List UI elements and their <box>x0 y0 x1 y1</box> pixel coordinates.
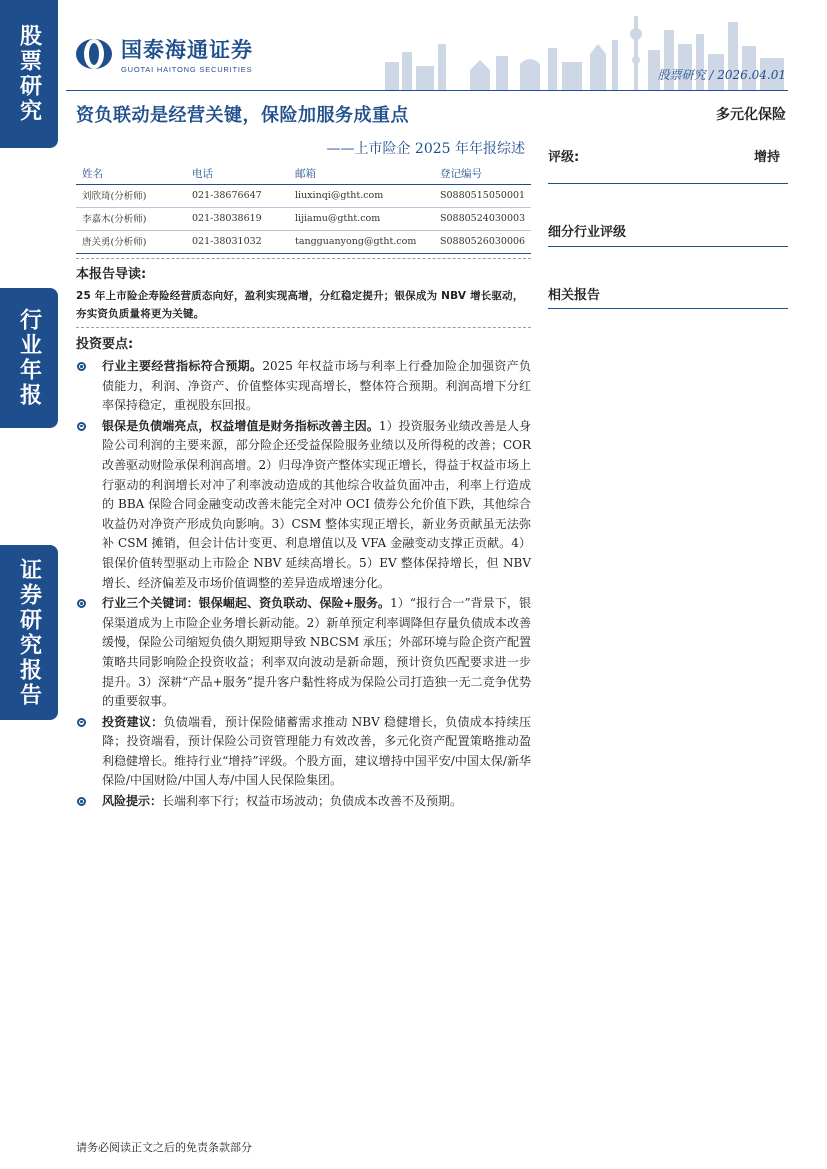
related-reports-block <box>548 284 788 314</box>
logo-mark-icon <box>75 38 113 70</box>
point-body: 1）“报行合一”背景下，银保渠道成为上市险企业务增长新动能。2）新单预定利率调降但存量负债成本改善缓慢，保险公司缩短负债久期短期导致 NBCSM 承压；外部环境与险企资产配置策略共同影响险企投资收益；利率双向波动是新命题，预计资负匹配要求进一步提升。3）深耕“产品+服务”提升客户黏性将成为保险公司打造独一无二竞争优势的重要叙事。 <box>102 596 531 709</box>
sub-rating-label: 细分行业评级 <box>548 225 627 240</box>
logo-text-cn: 国泰海通证券 <box>121 38 253 62</box>
point-lead: 行业主要经营指标符合预期。 <box>102 359 263 373</box>
sub-rating-block <box>548 221 788 251</box>
point-body: 2025 年权益市场与利率上行叠加险企加强资产负债能力，利润、净资产、价值整体实现高增长，整体符合预期。利润高增下分红率保持稳定，重视股东回报。 <box>102 359 531 413</box>
analyst-phone: 021-38038619 <box>186 208 289 231</box>
analyst-email[interactable]: tangguanyong@gtht.com <box>289 231 434 254</box>
analyst-reg-no: S0880524030003 <box>434 208 531 231</box>
analyst-email[interactable]: liuxinqi@gtht.com <box>289 185 434 208</box>
point-lead: 行业三个关键词：银保崛起、资负联动、保险+服务。 <box>102 596 391 611</box>
related-reports-label: 相关报告 <box>548 288 601 303</box>
analyst-name: 李嘉木(分析师) <box>76 208 186 231</box>
disclaimer-footer: 请务必阅读正文之后的免责条款部分 <box>76 1141 252 1154</box>
analyst-name: 刘欣琦(分析师) <box>76 185 186 208</box>
report-title: 资负联动是经营关键，保险加服务成重点 <box>76 105 409 126</box>
rating-block <box>548 146 788 186</box>
side-label-industry-annual <box>0 288 58 428</box>
points-heading: 投资要点: <box>76 337 134 352</box>
company-logo <box>75 34 253 74</box>
header-category-date: 股票研究 / 2026.04.01 <box>657 68 786 82</box>
bullet-icon <box>77 422 86 431</box>
column-header: 登记编号 <box>434 164 531 185</box>
logo-text-en: GUOTAI HAITONG SECURITIES <box>121 65 253 74</box>
list-item <box>76 357 531 416</box>
analyst-table <box>76 164 531 254</box>
section-divider <box>76 258 531 259</box>
rating-label: 评级: <box>548 150 580 165</box>
table-row <box>76 185 531 208</box>
guide-heading: 本报告导读: <box>76 267 147 282</box>
point-lead: 银保是负债端亮点，权益增值是财务指标改善主因。 <box>102 418 379 433</box>
column-header: 电话 <box>186 164 289 185</box>
analyst-phone: 021-38031032 <box>186 231 289 254</box>
list-item <box>76 713 531 791</box>
side-label-text: 证券研究报告 <box>16 557 42 708</box>
list-item <box>76 417 531 593</box>
key-points-list <box>76 357 531 813</box>
bullet-icon <box>77 599 86 608</box>
point-lead: 投资建议： <box>102 714 164 729</box>
list-item <box>76 594 531 712</box>
analyst-name: 唐关勇(分析师) <box>76 231 186 254</box>
table-row <box>76 208 531 231</box>
side-label-securities-report <box>0 545 58 720</box>
bullet-icon <box>77 718 86 727</box>
point-lead: 风险提示： <box>102 794 163 809</box>
table-row <box>76 231 531 254</box>
list-item <box>76 792 531 812</box>
section-divider <box>76 327 531 328</box>
point-body: 1）投资服务业绩改善是人身险公司利润的主要来源，部分险企还受益保险服务业绩以及所得税的改善；COR 改善驱动财险承保利润高增。2）归母净资产整体实现正增长，得益于权益市场上行驱动的利润增长对冲了利率波动造成的其他综合收益负面冲击，利率上行造成的 BBA 保险合同金融变动改善未能完全对冲 OCI 债券公允价值下跌，其他综合收益仍对净资产形成负向影响。3）CSM 整体实现正增长，新业务贡献虽无法弥补 CSM 摊销，但会计估计变更、利息增值以及 VFA 金融变动支撑正贡献。4）银保价值转型驱动上市险企 NBV 延续高增长。5）EV 整体保持增长，但 NBV 增长、经济偏差及市场价值调整的差异造成增速分化。 <box>102 418 531 590</box>
related-reports-divider <box>548 308 788 309</box>
guide-text: 25 年上市险企寿险经营质态向好，盈利实现高增，分红稳定提升；银保成为 NBV 增长驱动，夯实资负质量将更为关键。 <box>76 290 524 320</box>
column-header: 姓名 <box>76 164 186 185</box>
analyst-phone: 021-38676647 <box>186 185 289 208</box>
analyst-email[interactable]: lijiamu@gtht.com <box>289 208 434 231</box>
side-label-text: 行业年报 <box>16 308 42 408</box>
table-header-row <box>76 164 531 185</box>
bullet-icon <box>77 797 86 806</box>
rating-divider <box>548 183 788 184</box>
sector-label: 多元化保险 <box>716 107 786 123</box>
sub-rating-divider <box>548 246 788 247</box>
report-subtitle: ——上市险企 2025 年年报综述 <box>326 141 525 157</box>
side-label-stock-research <box>0 0 58 148</box>
point-body: 长端利率下行；权益市场波动；负债成本改善不及预期。 <box>162 794 463 809</box>
bullet-icon <box>77 362 86 371</box>
analyst-reg-no: S0880515050001 <box>434 185 531 208</box>
side-label-text: 股票研究 <box>16 24 42 124</box>
rating-value: 增持 <box>753 150 780 165</box>
point-body: 负债端看，预计保险储蓄需求推动 NBV 稳健增长，负债成本持续压降；投资端看，预计保险公司资管理能力有效改善，多元化资产配置策略推动盈利稳健增长。维持行业“增持”评级。个股方面，建议增持中国平安/中国太保/新华保险/中国财险/中国人寿/中国人民保险集团。 <box>102 714 531 788</box>
header-divider <box>66 90 788 91</box>
column-header: 邮箱 <box>289 164 434 185</box>
analyst-reg-no: S0880526030006 <box>434 231 531 254</box>
